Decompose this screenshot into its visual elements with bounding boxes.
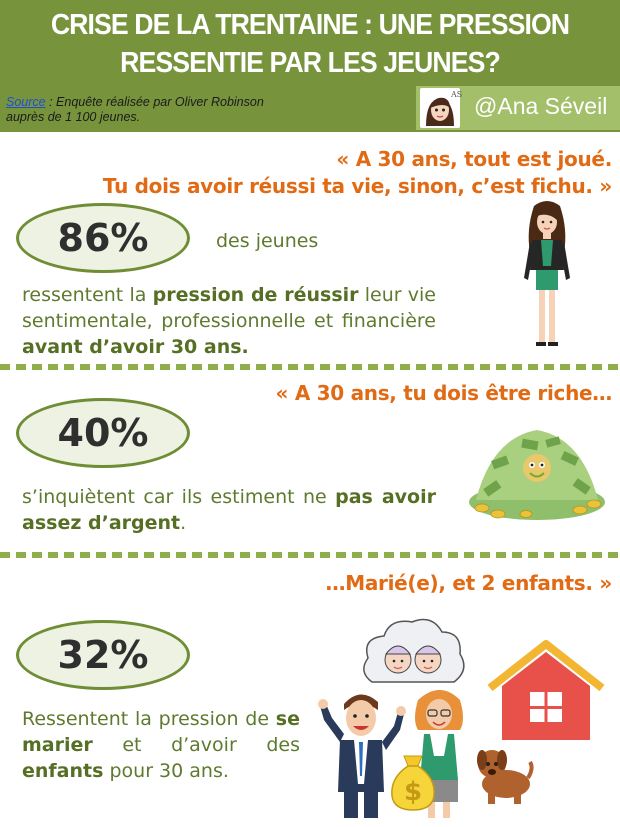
stat-32-ellipse: 32%	[16, 620, 190, 690]
author-handle: @Ana Séveil	[474, 93, 608, 119]
avatar	[420, 88, 463, 128]
stat-40-ellipse: 40%	[16, 398, 190, 468]
avatar-initials: AS	[451, 90, 463, 99]
source-link[interactable]: Source	[6, 95, 46, 109]
quote-2	[276, 380, 612, 407]
quote-1-line-2: Tu dois avoir réussi ta vie, sinon, c’est fichu. »	[102, 174, 612, 198]
source-text: : Enquête réalisée par Oliver Robinson	[45, 95, 264, 109]
page-title: CRISE DE LA TRENTAINE : UNE PRESSION RESSENTIE PAR LES JEUNES?	[50, 9, 570, 79]
quote-3-line-1: …Marié(e), et 2 enfants. »	[325, 571, 612, 595]
author-badge	[416, 86, 620, 130]
header-banner	[0, 0, 620, 132]
source-note	[6, 95, 264, 125]
stat-32-description: Ressentent la pression de se marier et d’avoir des enfants pour 30 ans.	[22, 708, 300, 782]
money-pile-illustration	[462, 418, 612, 522]
house-icon	[486, 640, 606, 744]
stat-40-description: s’inquiètent car ils estiment ne pas avoir assez d’argent.	[22, 486, 436, 534]
quote-1	[103, 146, 612, 200]
avatar-icon	[420, 88, 463, 128]
dog-illustration	[474, 744, 534, 806]
stat-86-description: ressentent la pression de réussir leur vie sentimentale, professionnelle et financière avant d’avoir 30 ans.	[22, 284, 436, 358]
section-divider-1	[0, 364, 620, 370]
svg-text:$: $	[403, 777, 423, 807]
quote-3	[326, 570, 612, 597]
stat-86-ellipse: 86%	[16, 203, 190, 273]
money-bag-icon	[388, 752, 438, 812]
quote-2-line-1: « A 30 ans, tu dois être riche…	[275, 381, 612, 405]
section-divider-2	[0, 552, 620, 558]
stat-86-lead: des jeunes	[216, 230, 319, 252]
quote-1-line-1: « A 30 ans, tout est joué.	[336, 147, 612, 171]
source-text-2: auprès de 1 100 jeunes.	[6, 110, 141, 124]
woman-illustration	[520, 200, 574, 348]
